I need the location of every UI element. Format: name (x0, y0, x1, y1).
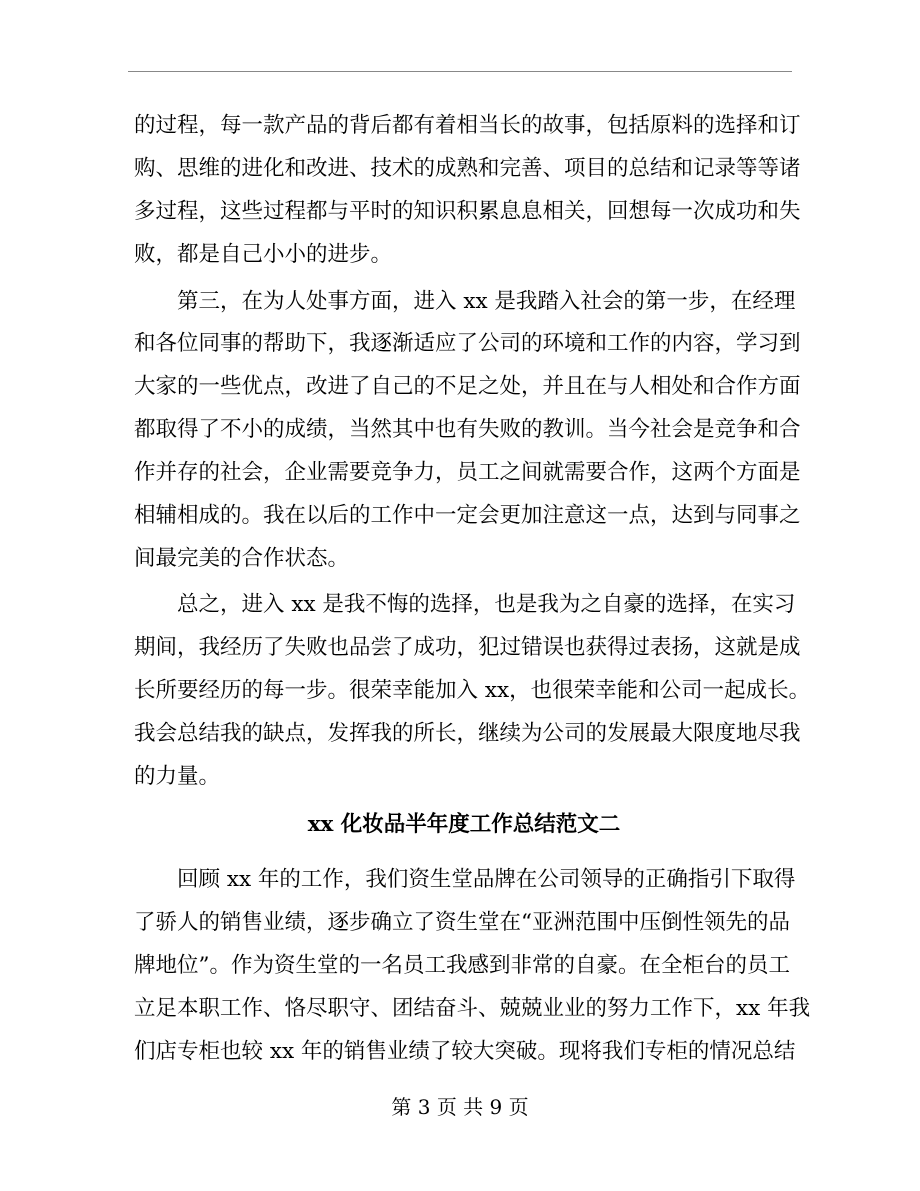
paragraph-line: 都取得了不小的成绩，当然其中也有失败的教训。当今社会是竞争和合 (134, 417, 801, 442)
header-rule (128, 71, 792, 72)
paragraph-line: 第三，在为人处事方面，进入 xx 是我踏入社会的第一步，在经理 (134, 289, 796, 314)
paragraph-line: 回顾 xx 年的工作，我们资生堂品牌在公司领导的正确指引下取得 (134, 867, 796, 892)
paragraph-line: 和各位同事的帮助下，我逐渐适应了公司的环境和工作的内容，学习到 (134, 331, 801, 356)
page-number: 第 3 页 共 9 页 (391, 1095, 529, 1119)
paragraph-line: 间最完美的合作状态。 (134, 546, 350, 571)
paragraph-line: 的力量。 (134, 764, 221, 789)
paragraph-line: 们店专柜也较 xx 年的销售业绩了较大突破。现将我们专柜的情况总结 (134, 1039, 796, 1064)
paragraph-line: 作并存的社会，企业需要竞争力，员工之间就需要合作，这两个方面是 (134, 460, 801, 485)
paragraph-line: 牌地位”。作为资生堂的一名员工我感到非常的自豪。在全柜台的员工 (134, 953, 790, 978)
paragraph-line: 相辅相成的。我在以后的工作中一定会更加注意这一点，达到与同事之 (134, 503, 801, 528)
paragraph-line: 的过程，每一款产品的背后都有着相当长的故事，包括原料的选择和订 (134, 113, 801, 138)
paragraph-line: 了骄人的销售业绩，逐步确立了资生堂在“亚洲范围中压倒性领先的品 (134, 910, 790, 935)
paragraph-line: 我会总结我的缺点，发挥我的所长，继续为公司的发展最大限度地尽我 (134, 721, 801, 746)
paragraph-line: 多过程，这些过程都与平时的知识积累息息相关，回想每一次成功和失 (134, 199, 801, 224)
paragraph-line: 长所要经历的每一步。很荣幸能加入 xx，也很荣幸能和公司一起成长。 (134, 678, 811, 703)
paragraph-line: 购、思维的进化和改进、技术的成熟和完善、项目的总结和记录等等诸 (134, 156, 801, 181)
paragraph-line: 总之，进入 xx 是我不悔的选择，也是我为之自豪的选择，在实习 (134, 592, 796, 617)
section-heading: xx 化妆品半年度工作总结范文二 (307, 812, 621, 837)
paragraph-line: 败，都是自己小小的进步。 (134, 242, 393, 267)
paragraph-line: 期间，我经历了失败也品尝了成功，犯过错误也获得过表扬，这就是成 (134, 635, 801, 660)
paragraph-line: 立足本职工作、恪尽职守、团结奋斗、兢兢业业的努力工作下，xx 年我 (134, 996, 811, 1021)
paragraph-line: 大家的一些优点，改进了自己的不足之处，并且在与人相处和合作方面 (134, 374, 801, 399)
